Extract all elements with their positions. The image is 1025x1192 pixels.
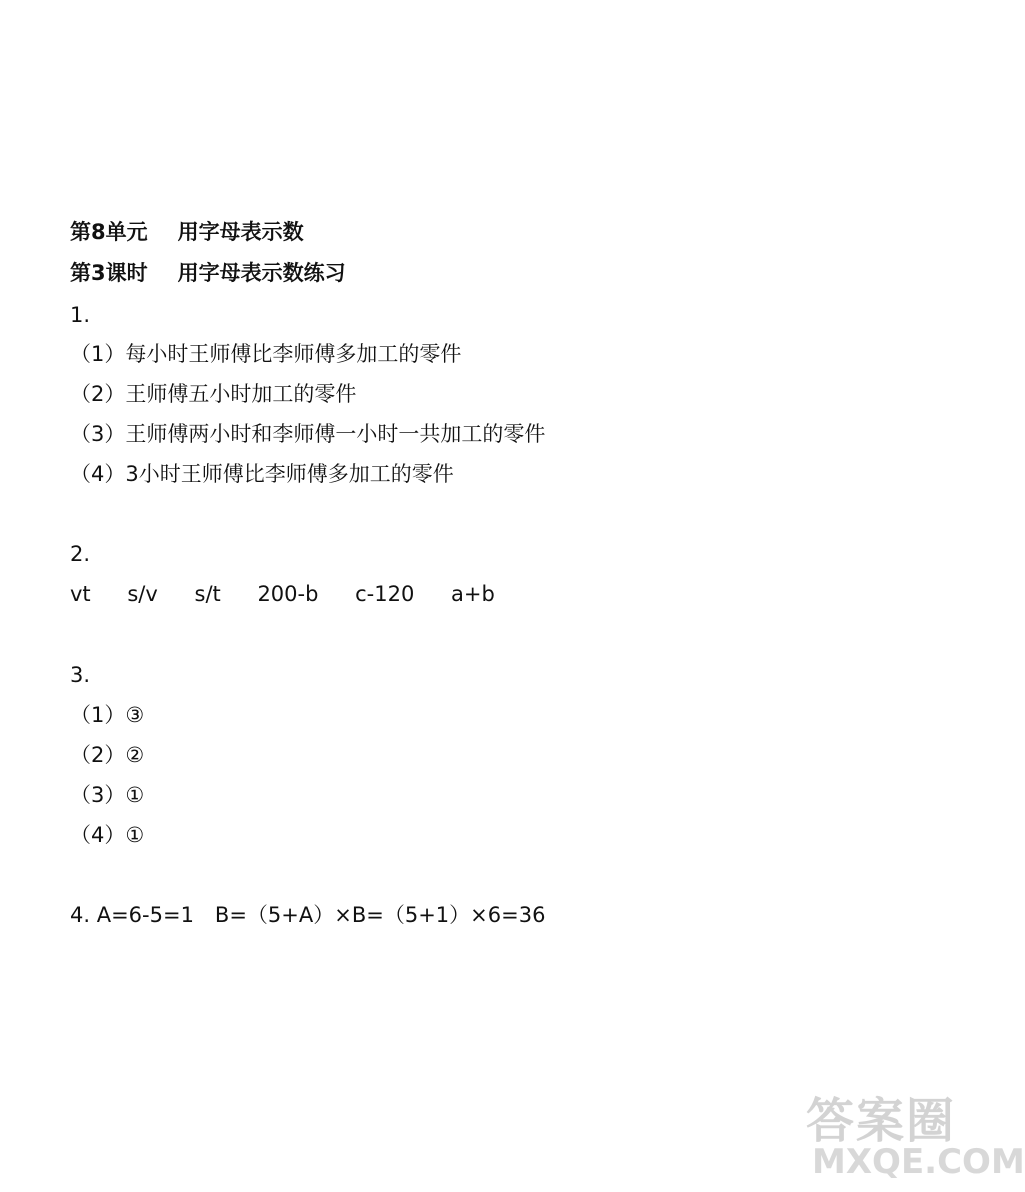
lesson-heading <box>70 258 346 288</box>
unit-heading <box>70 217 304 247</box>
lesson-title: 第3课时 <box>70 261 148 285</box>
question-3-item-1: （1）③ <box>70 703 145 727</box>
question-2-answers <box>70 579 495 609</box>
question-3-number: 3. <box>70 663 91 687</box>
question-1-item-1: （1）每小时王师傅比李师傅多加工的零件 <box>70 342 462 366</box>
answer-vt: vt <box>70 582 91 606</box>
question-1-item-3: （3）王师傅两小时和李师傅一小时一共加工的零件 <box>70 422 546 446</box>
answer-s-over-v: s/v <box>127 582 158 606</box>
question-2-number: 2. <box>70 542 91 566</box>
answer-s-over-t: s/t <box>194 582 221 606</box>
answer-200-minus-b: 200-b <box>257 582 319 606</box>
lesson-subject: 用字母表示数练习 <box>177 261 346 285</box>
question-3-item-2: （2）② <box>70 743 145 767</box>
unit-title: 第8单元 <box>70 220 148 244</box>
unit-subject: 用字母表示数 <box>177 220 304 244</box>
question-1-number: 1. <box>70 303 91 327</box>
answer-c-minus-120: c-120 <box>355 582 415 606</box>
document-page <box>70 0 950 1192</box>
question-1-item-2: （2）王师傅五小时加工的零件 <box>70 382 357 406</box>
question-4-answer: 4. A=6-5=1 B=（5+A）×B=（5+1）×6=36 <box>70 903 546 927</box>
question-3-item-3: （3）① <box>70 783 145 807</box>
watermark-cn: 答案圈 <box>806 1093 957 1149</box>
question-1-item-4: （4）3小时王师傅比李师傅多加工的零件 <box>70 462 454 486</box>
answer-a-plus-b: a+b <box>451 582 495 606</box>
watermark-logo <box>786 1074 1025 1184</box>
question-3-item-4: （4）① <box>70 823 145 847</box>
watermark-en: MXQE.COM <box>812 1142 1025 1182</box>
